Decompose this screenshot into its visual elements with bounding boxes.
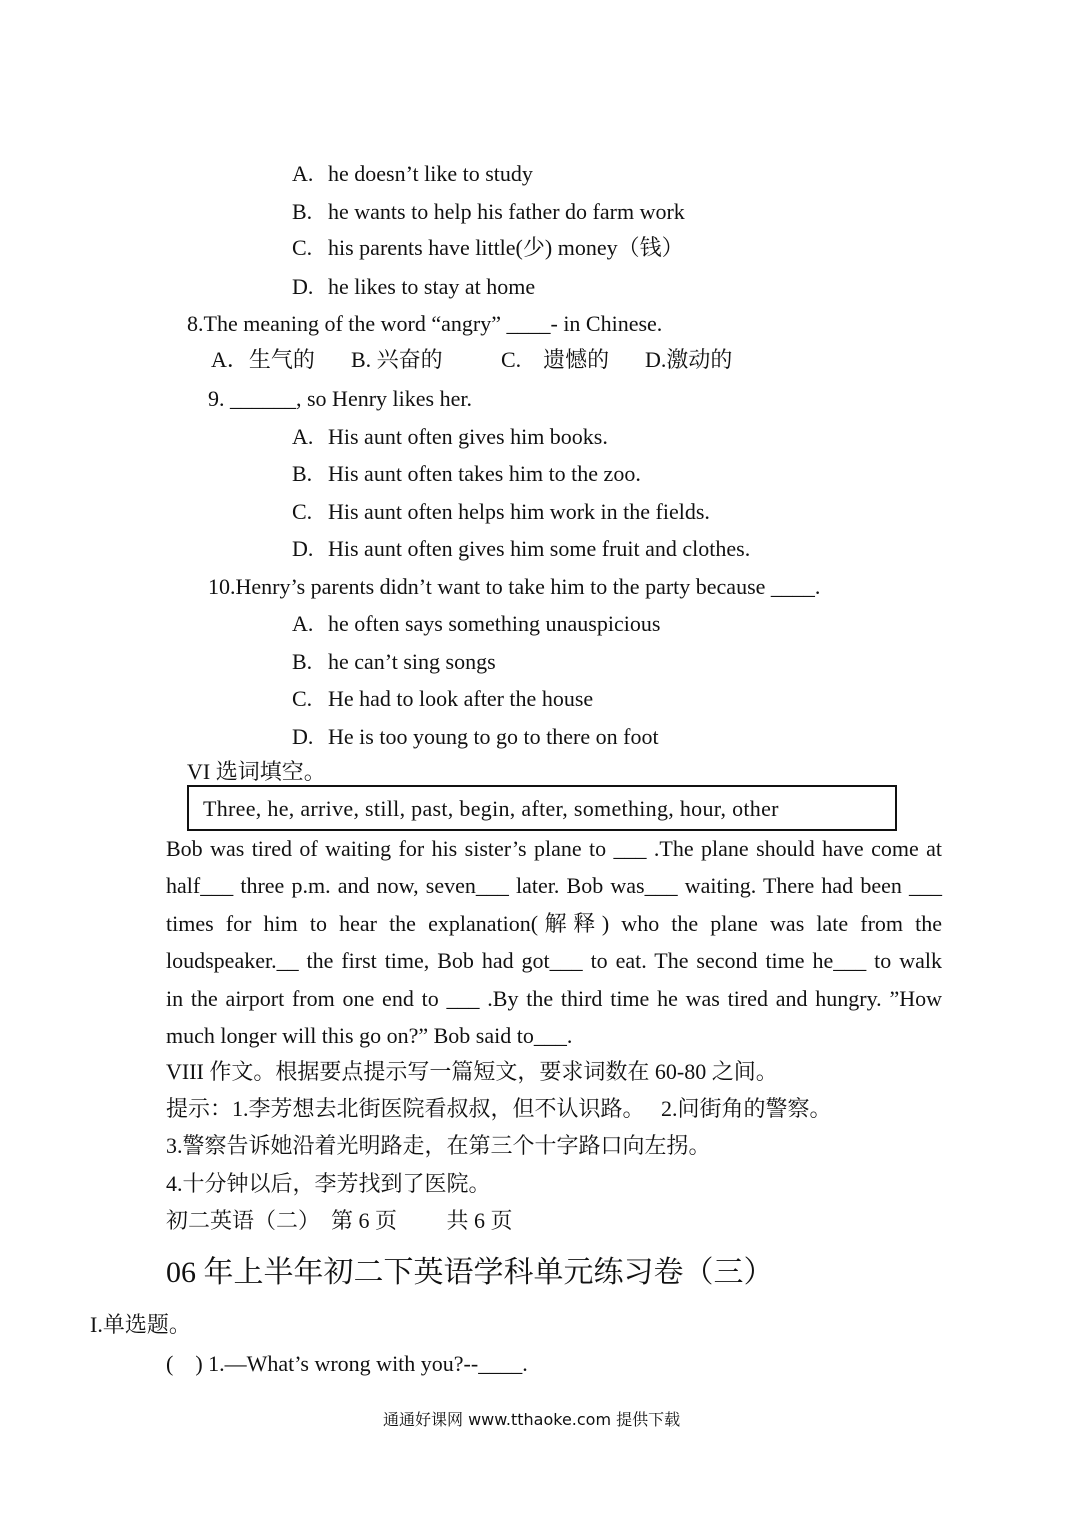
q7-option-c-letter: C. (292, 235, 313, 260)
q10-option-b (292, 648, 496, 676)
q9-option-b (292, 460, 641, 488)
passage-line-3: times for him to hear the explanation(解释) who the plane was late from the (166, 911, 942, 936)
q7-option-b-text: he wants to help his father do farm work (328, 199, 685, 224)
q10-stem: 10.Henry’s parents didn’t want to take him to the party because ____. (208, 574, 821, 599)
q9-option-d-text: His aunt often gives him some fruit and clothes. (328, 536, 751, 561)
passage-line-5: in the airport from one end to ___ .By the third time he was tired and hungry. ”How (166, 986, 942, 1011)
q9-stem: 9. ______, so Henry likes her. (208, 386, 472, 411)
q7-option-a-text: he doesn’t like to study (328, 161, 533, 186)
word-bank-text: Three, he, arrive, still, past, begin, after, something, hour, other (203, 796, 779, 821)
q10-option-c (292, 685, 593, 713)
q7-option-a-letter: A. (292, 161, 314, 186)
q9-option-c-letter: C. (292, 499, 313, 524)
next-paper-section-1: I.单选题。 (90, 1312, 191, 1337)
page-footer: 初二英语（二） 第 6 页 共 6 页 (166, 1208, 513, 1233)
q8-option-d: D.激动的 (645, 347, 733, 372)
section-6-heading: VI 选词填空。 (187, 759, 326, 784)
passage-line-6: much longer will this go on?” Bob said to___. (166, 1023, 573, 1048)
q10-option-b-letter: B. (292, 649, 313, 674)
q9-option-a-text: His aunt often gives him books. (328, 424, 608, 449)
next-paper-q1: ( ) 1.—What’s wrong with you?--____. (166, 1351, 528, 1376)
q9-option-b-letter: B. (292, 461, 313, 486)
q10-option-a (292, 610, 660, 638)
q10-option-b-text: he can’t sing songs (328, 649, 496, 674)
q9-option-c (292, 498, 710, 526)
section-8-heading: VIII 作文。根据要点提示写一篇短文，要求词数在 60-80 之间。 (166, 1059, 778, 1084)
q7-option-d-letter: D. (292, 274, 314, 299)
q9-option-a (292, 423, 608, 451)
q9-option-d-letter: D. (292, 536, 314, 561)
q10-option-c-letter: C. (292, 686, 313, 711)
section-8-hint-3: 3.警察告诉她沿着光明路走，在第三个十字路口向左拐。 (166, 1133, 711, 1158)
q7-option-d (292, 273, 535, 301)
q8-option-a: A．生气的 (211, 347, 315, 372)
q10-option-d (292, 723, 659, 751)
q10-option-a-letter: A. (292, 611, 314, 636)
q7-option-b (292, 198, 685, 226)
q7-option-a (292, 160, 533, 188)
passage-line-1: Bob was tired of waiting for his sister’s plane to ___ .The plane should have come at (166, 836, 942, 861)
word-bank-box (187, 785, 897, 831)
q9-option-a-letter: A. (292, 424, 314, 449)
passage-line-2: half___ three p.m. and now, seven___ later. Bob was___ waiting. There had been ___ (166, 873, 942, 898)
q10-option-d-letter: D. (292, 724, 314, 749)
q10-option-a-text: he often says something unauspicious (328, 611, 661, 636)
q10-option-c-text: He had to look after the house (328, 686, 594, 711)
section-8-hint-1: 提示：1.李芳想去北街医院看叔叔，但不认识路。 2.问街角的警察。 (166, 1096, 832, 1121)
q9-option-c-text: His aunt often helps him work in the fields. (328, 499, 710, 524)
q7-option-c-text: his parents have little(少) money（钱） (328, 235, 684, 260)
q8-option-c: C. 遗憾的 (501, 347, 610, 372)
q8-stem: 8.The meaning of the word “angry” ____- in Chinese. (187, 311, 663, 336)
q9-option-b-text: His aunt often takes him to the zoo. (328, 461, 641, 486)
section-8-hint-4: 4.十分钟以后，李芳找到了医院。 (166, 1171, 491, 1196)
q8-option-b: B. 兴奋的 (351, 347, 443, 372)
q7-option-c (292, 234, 684, 262)
next-paper-title: 06 年上半年初二下英语学科单元练习卷（三） (166, 1256, 774, 1289)
q10-option-d-text: He is too young to go to there on foot (328, 724, 659, 749)
q7-option-b-letter: B. (292, 199, 313, 224)
q7-option-d-text: he likes to stay at home (328, 274, 536, 299)
passage-line-4: loudspeaker.__ the first time, Bob had got___ to eat. The second time he___ to walk (166, 948, 942, 973)
download-watermark: 通通好课网 www.tthaoke.com 提供下载 (383, 1410, 681, 1429)
q9-option-d (292, 535, 750, 563)
